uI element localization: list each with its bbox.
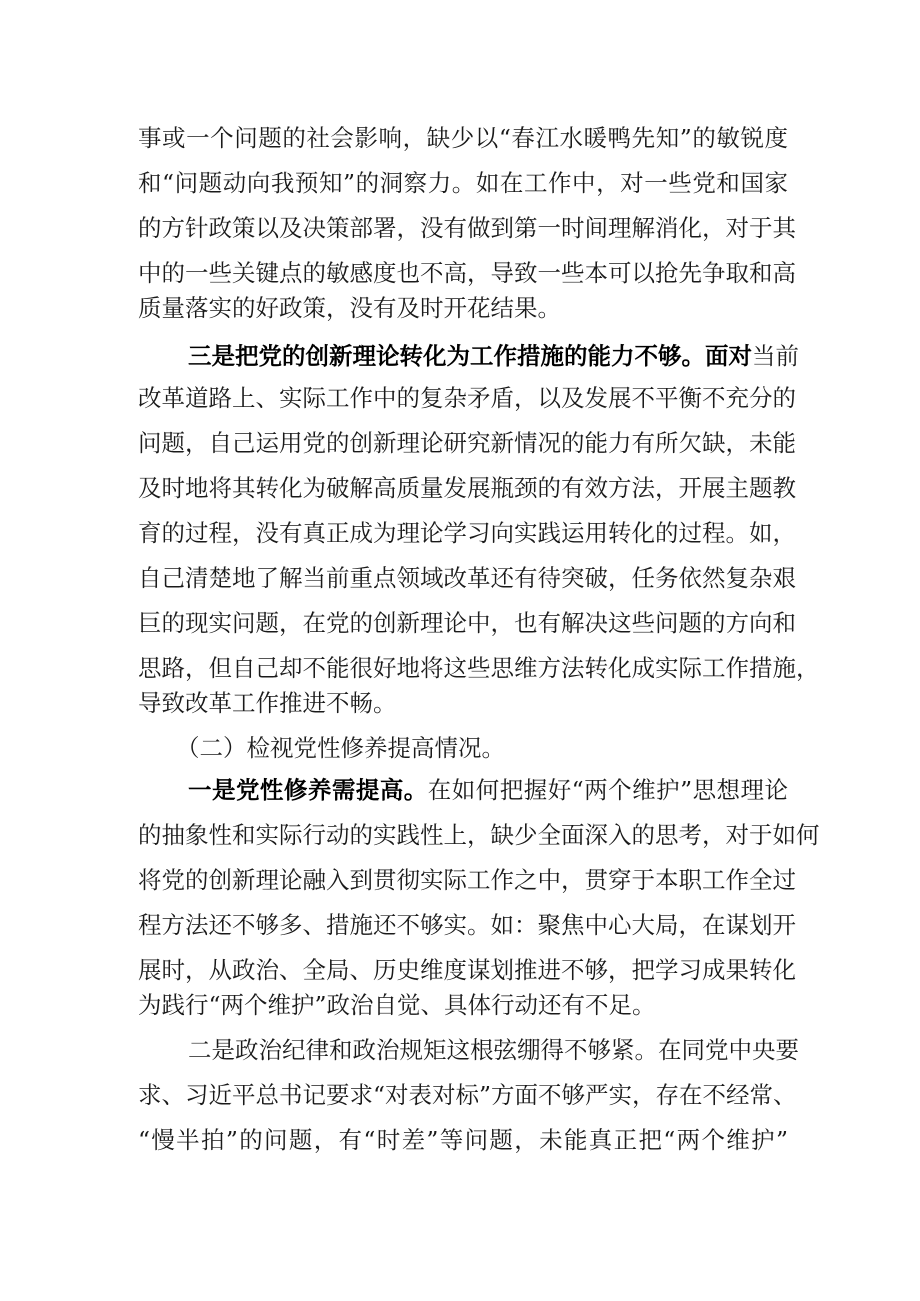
paragraph-line: 展时，从政治、全局、历史维度谋划推进不够，把学习成果转化 — [138, 956, 796, 984]
paragraph-line: 改革道路上、实际工作中的复杂矛盾，以及发展不平衡不充分的 — [138, 384, 796, 412]
paragraph-line: 及时地将其转化为破解高质量发展瓶颈的有效方法，开展主题教 — [138, 474, 796, 502]
paragraph-line: 程方法还不够多、措施还不够实。如：聚焦中心大局，在谋划开 — [138, 911, 796, 939]
paragraph-line: 求、习近平总书记要求“对表对标”方面不够严实，存在不经常、 — [138, 1081, 797, 1109]
paragraph-line: 质量落实的好政策，没有及时开花结果。 — [138, 294, 561, 322]
paragraph-line: 的抽象性和实际行动的实践性上，缺少全面深入的思考，对于如何 — [138, 821, 820, 849]
section-item-one-heading: 一是党性修养需提高。 — [188, 776, 428, 804]
section-item-one-line — [188, 770, 788, 810]
paragraph-line: 巨的现实问题，在党的创新理论中，也有解决这些问题的方向和 — [138, 609, 796, 637]
paragraph-line: 和“问题动向我预知”的洞察力。如在工作中，对一些党和国家 — [138, 169, 788, 197]
paragraph-line: “慢半拍”的问题，有“时差”等问题，未能真正把“两个维护” — [138, 1126, 788, 1154]
paragraph-line: 自己清楚地了解当前重点领域改革还有待突破，任务依然复杂艰 — [138, 564, 796, 592]
section-item-three-heading: 三是把党的创新理论转化为工作措施的能力不够。面对 — [188, 342, 752, 370]
paragraph-line: 的方针政策以及决策部署，没有做到第一时间理解消化，对于其 — [138, 214, 796, 242]
paragraph-line: 事或一个问题的社会影响，缺少以“春江水暖鸭先知”的敏锐度 — [138, 124, 788, 152]
paragraph-line: 问题，自己运用党的创新理论研究新情况的能力有所欠缺，未能 — [138, 429, 796, 457]
paragraph-text: 在如何把握好“两个维护”思想理论 — [427, 776, 789, 804]
paragraph-line: 导致改革工作推进不畅。 — [138, 689, 397, 717]
section-item-three-line — [188, 336, 799, 376]
section-item-two-line: 二是政治纪律和政治规矩这根弦绷得不够紧。在同党中央要 — [188, 1036, 799, 1064]
paragraph-line: 育的过程，没有真正成为理论学习向实践运用转化的过程。如， — [138, 519, 796, 547]
paragraph-line: 中的一些关键点的敏感度也不高，导致一些本可以抢先争取和高 — [138, 259, 796, 287]
paragraph-text: 当前 — [752, 342, 799, 370]
paragraph-line: 将党的创新理论融入到贯彻实际工作之中，贯穿于本职工作全过 — [138, 866, 796, 894]
paragraph-line: 为践行“两个维护”政治自觉、具体行动还有不足。 — [138, 991, 656, 1019]
subsection-heading: （二）检视党性修养提高情况。 — [176, 734, 505, 762]
paragraph-line: 思路，但自己却不能很好地将这些思维方法转化成实际工作措施， — [138, 654, 820, 682]
